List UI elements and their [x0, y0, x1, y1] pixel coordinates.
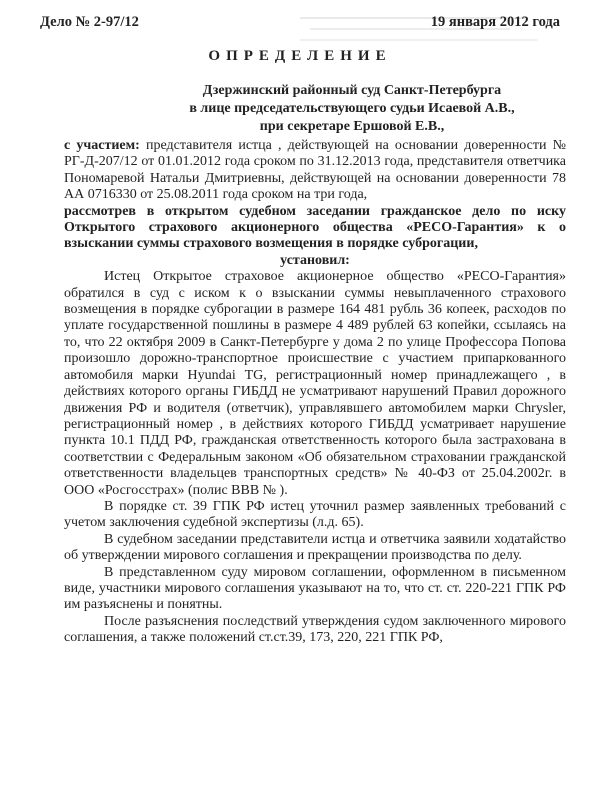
court-line-3: при секретаре Ершовой Е.В.,	[259, 119, 445, 134]
paragraph-clarification: В порядке ст. 39 ГПК РФ истец уточнил размер заявленных требований с учетом заключения судебной экспертизы (л.д. 65).	[64, 498, 566, 531]
case-number: Дело № 2-97/12	[40, 14, 139, 30]
court-block	[140, 82, 564, 136]
document-header	[40, 14, 560, 36]
document-title: ОПРЕДЕЛЕНИЕ	[208, 48, 392, 64]
document-body	[64, 138, 566, 647]
paragraph-explanation: После разъяснения последствий утверждения судом заключенного мирового соглашения, а также положений ст.ст.39, 173, 220, 221 ГПК РФ,	[64, 613, 566, 646]
court-line-1: Дзержинский районный суд Санкт-Петербурга	[202, 83, 502, 98]
participants-label: с участием:	[64, 138, 140, 153]
paragraph-motion: В судебном заседании представители истца и ответчика заявили ходатайство об утверждении мирового соглашения и прекращении производства по делу.	[64, 531, 566, 564]
paragraph-claim: Истец Открытое страховое акционерное общество «РЕСО-Гарантия» обратился в суд с иском к о взыскании суммы невыплаченного страхового возмещения в порядке суброгации в размере 164 481 рубль 36 копеек, расходов по уплате государственной пошлины в размере 4 489 рублей 63 копейки, ссылаясь на то, что 22 октября 2009 в Санкт-Петербурге у дома 2 по улице Профессора Попова произошло дорожно-транспортное происшествие с участием припаркованного автомобиля марки Hyundai TG, регистрационный номер принадлежащего , в действиях которого органы ГИБДД не усматривают нарушений Правил дорожного движения РФ и водителя (ответчик), управлявшего автомобилем марки Chrysler, регистрационный номер , в действиях которого ГИБДД усматривает нарушение пункта 10.1 ПДД РФ, гражданская ответственность которого была застрахована в соответствии с Федеральным законом «Об обязательном страховании гражданской ответственности владельцев транспортных средств» № 40-ФЗ от 25.04.2002г. в ООО «Росгосстрах» (полис ВВВ № ).	[64, 269, 566, 498]
document-date: 19 января 2012 года	[430, 14, 560, 30]
participants-paragraph	[64, 138, 566, 204]
hearing-paragraph: рассмотрев в открытом судебном заседании гражданское дело по иску Открытого страхового акционерного общества «РЕСО-Гарантия» к о взыскании суммы страхового возмещения в порядке суброгации,	[64, 203, 566, 252]
court-line-2: в лице председательствующего судьи Исаевой А.В.,	[189, 101, 515, 116]
paragraph-settlement: В представленном суду мировом соглашении, оформленном в письменном виде, участники мирового соглашения указывают на то, что ст. ст. 220-221 ГПК РФ им разъяснены и понятны.	[64, 564, 566, 613]
established-heading: установил:	[280, 252, 350, 268]
participants-text: представителя истца , действующей на основании доверенности № РГ-Д-207/12 от 01.01.2012 года сроком по 31.12.2013 года, представителя ответчика Пономаревой Натальи Дмитриевны, действующей на основании доверенности 78 АА 0716330 от 25.08.2011 года сроком на три года,	[64, 138, 566, 203]
